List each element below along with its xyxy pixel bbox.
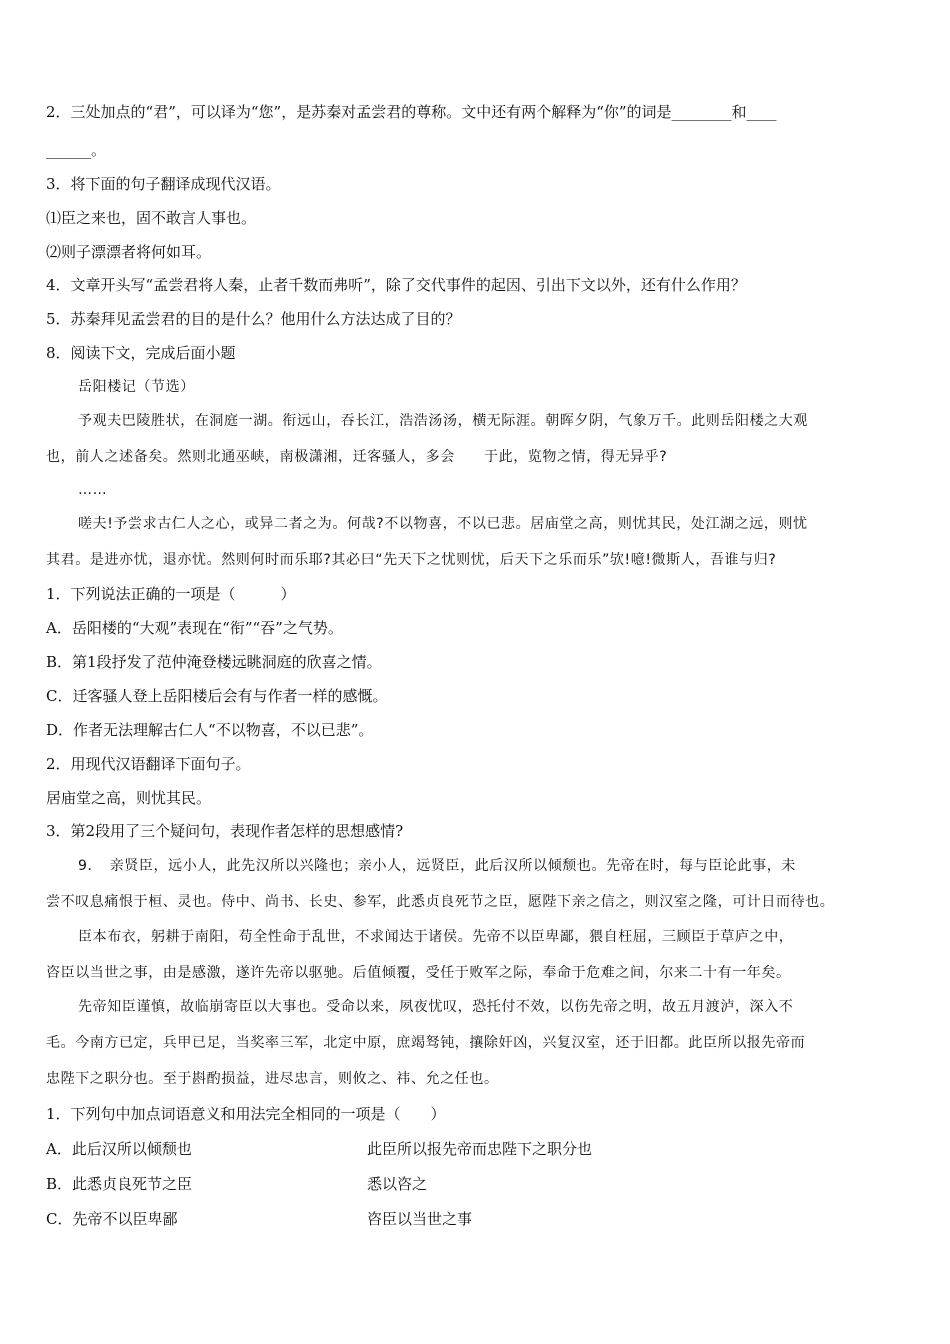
section-8-heading: 8．阅读下文，完成后面小题 (46, 344, 236, 362)
q9-1-option-c-right: 咨臣以当世之事 (367, 1210, 473, 1228)
question-4: 4．文章开头写“孟尝君将人秦，止者千数而弗听”，除了交代事件的起因、引出下文以外，还有什么作用？ (46, 276, 746, 294)
section-9-p1-line-1: 9． 亲贤臣，远小人，此先汉所以兴隆也；亲小人，远贤臣，此后汉所以倾颓也。先帝在时，每与臣论此事，未 (78, 858, 796, 874)
passage-p2-line-2: 其君。是进亦忧，退亦忧。然则何时而乐耶?其必曰“先天下之忧则忧，后天下之乐而乐”欤!噫!微斯人，吾谁与归? (46, 552, 777, 568)
q8-1: 1．下列说法正确的一项是（ ） (46, 585, 296, 603)
section-9-p2-line-2: 咨臣以当世之事，由是感激，遂许先帝以驱驰。后值倾覆，受任于败军之际，奉命于危难之间，尔来二十有一年矣。 (46, 965, 791, 981)
passage-p1-line-1: 予观夫巴陵胜状，在洞庭一湖。衔远山，吞长江，浩浩汤汤，横无际涯。朝晖夕阴，气象万千。此则岳阳楼之大观 (78, 413, 808, 429)
q9-1-option-b-left: B．此悉贞良死节之臣 (46, 1175, 193, 1193)
passage-p1-line-2: 也，前人之述备矣。然则北通巫峡，南极潇湘，迁客骚人，多会 于此，览物之情，得无异乎? (46, 449, 668, 465)
q9-1: 1．下列句中加点词语意义和用法完全相同的一项是（ ） (46, 1105, 446, 1123)
section-9-p3-line-3: 忠陛下之职分也。至于斟酌损益，进尽忠言，则攸之、祎、允之任也。 (46, 1071, 499, 1087)
q9-1-option-a-right: 此臣所以报先帝而忠陛下之职分也 (367, 1140, 593, 1158)
section-9-p3-line-2: 毛。今南方已定，兵甲已足，当奖率三军，北定中原，庶竭驽钝，攘除奸凶，兴复汉室，还于旧都。此臣所以报先帝而 (46, 1035, 806, 1051)
q8-1-option-d: D．作者无法理解古仁人“不以物喜，不以已悲”。 (46, 721, 374, 739)
q8-2: 2．用现代汉语翻译下面句子。 (46, 755, 251, 773)
passage-title: 岳阳楼记（节选） (78, 379, 195, 395)
q9-1-option-a-left: A．此后汉所以倾颓也 (46, 1140, 192, 1158)
q9-1-option-c-left: C．先帝不以臣卑鄙 (46, 1210, 178, 1228)
section-9-p3-line-1: 先帝知臣谨慎，故临崩寄臣以大事也。受命以来，夙夜忧叹，恐托付不效，以伤先帝之明，故五月渡泸，深入不 (78, 999, 794, 1015)
question-5: 5．苏秦拜见孟尝君的目的是什么？他用什么方法达成了目的？ (46, 310, 461, 328)
q8-1-option-c: C．迁客骚人登上岳阳楼后会有与作者一样的感慨。 (46, 687, 388, 705)
passage-p2-line-1: 嗟夫!予尝求古仁人之心，或异二者之为。何哉?不以物喜，不以已悲。居庙堂之高，则忧其民，处江湖之远，则忧 (78, 516, 808, 532)
question-3-item-2: ⑵则子漂漂者将何如耳。 (46, 243, 212, 261)
q9-1-option-b-right: 悉以咨之 (367, 1175, 428, 1193)
q8-1-option-a: A．岳阳楼的“大观”表现在“衔”“吞”之气势。 (46, 619, 343, 637)
question-3-item-1: ⑴臣之来也，固不敢言人事也。 (46, 209, 257, 227)
section-9-p1-line-2: 尝不叹息痛恨于桓、灵也。侍中、尚书、长史、参军，此悉贞良死节之臣，愿陛下亲之信之，则汉室之隆，可计日而待也。 (46, 894, 835, 910)
q8-1-option-b: B．第1段抒发了范仲淹登楼远眺洞庭的欣喜之情。 (46, 653, 382, 671)
section-9-p2-line-1: 臣本布衣，躬耕于南阳，苟全性命于乱世，不求闻达于诸侯。先帝不以臣卑鄙，猥自枉屈，三顾臣于草庐之中， (78, 929, 794, 945)
question-2-line-1: 2．三处加点的“君”，可以译为“您”，是苏秦对孟尝君的尊称。文中还有两个解释为“你”的词是________和____ (46, 103, 777, 121)
q8-2-sentence: 居庙堂之高，则忧其民。 (46, 789, 212, 807)
question-3: 3．将下面的句子翻译成现代汉语。 (46, 175, 281, 193)
passage-ellipsis: …… (78, 482, 108, 498)
q8-3: 3．第2段用了三个疑问句，表现作者怎样的思想感情? (46, 822, 404, 840)
question-2-line-2: ______。 (46, 141, 107, 159)
